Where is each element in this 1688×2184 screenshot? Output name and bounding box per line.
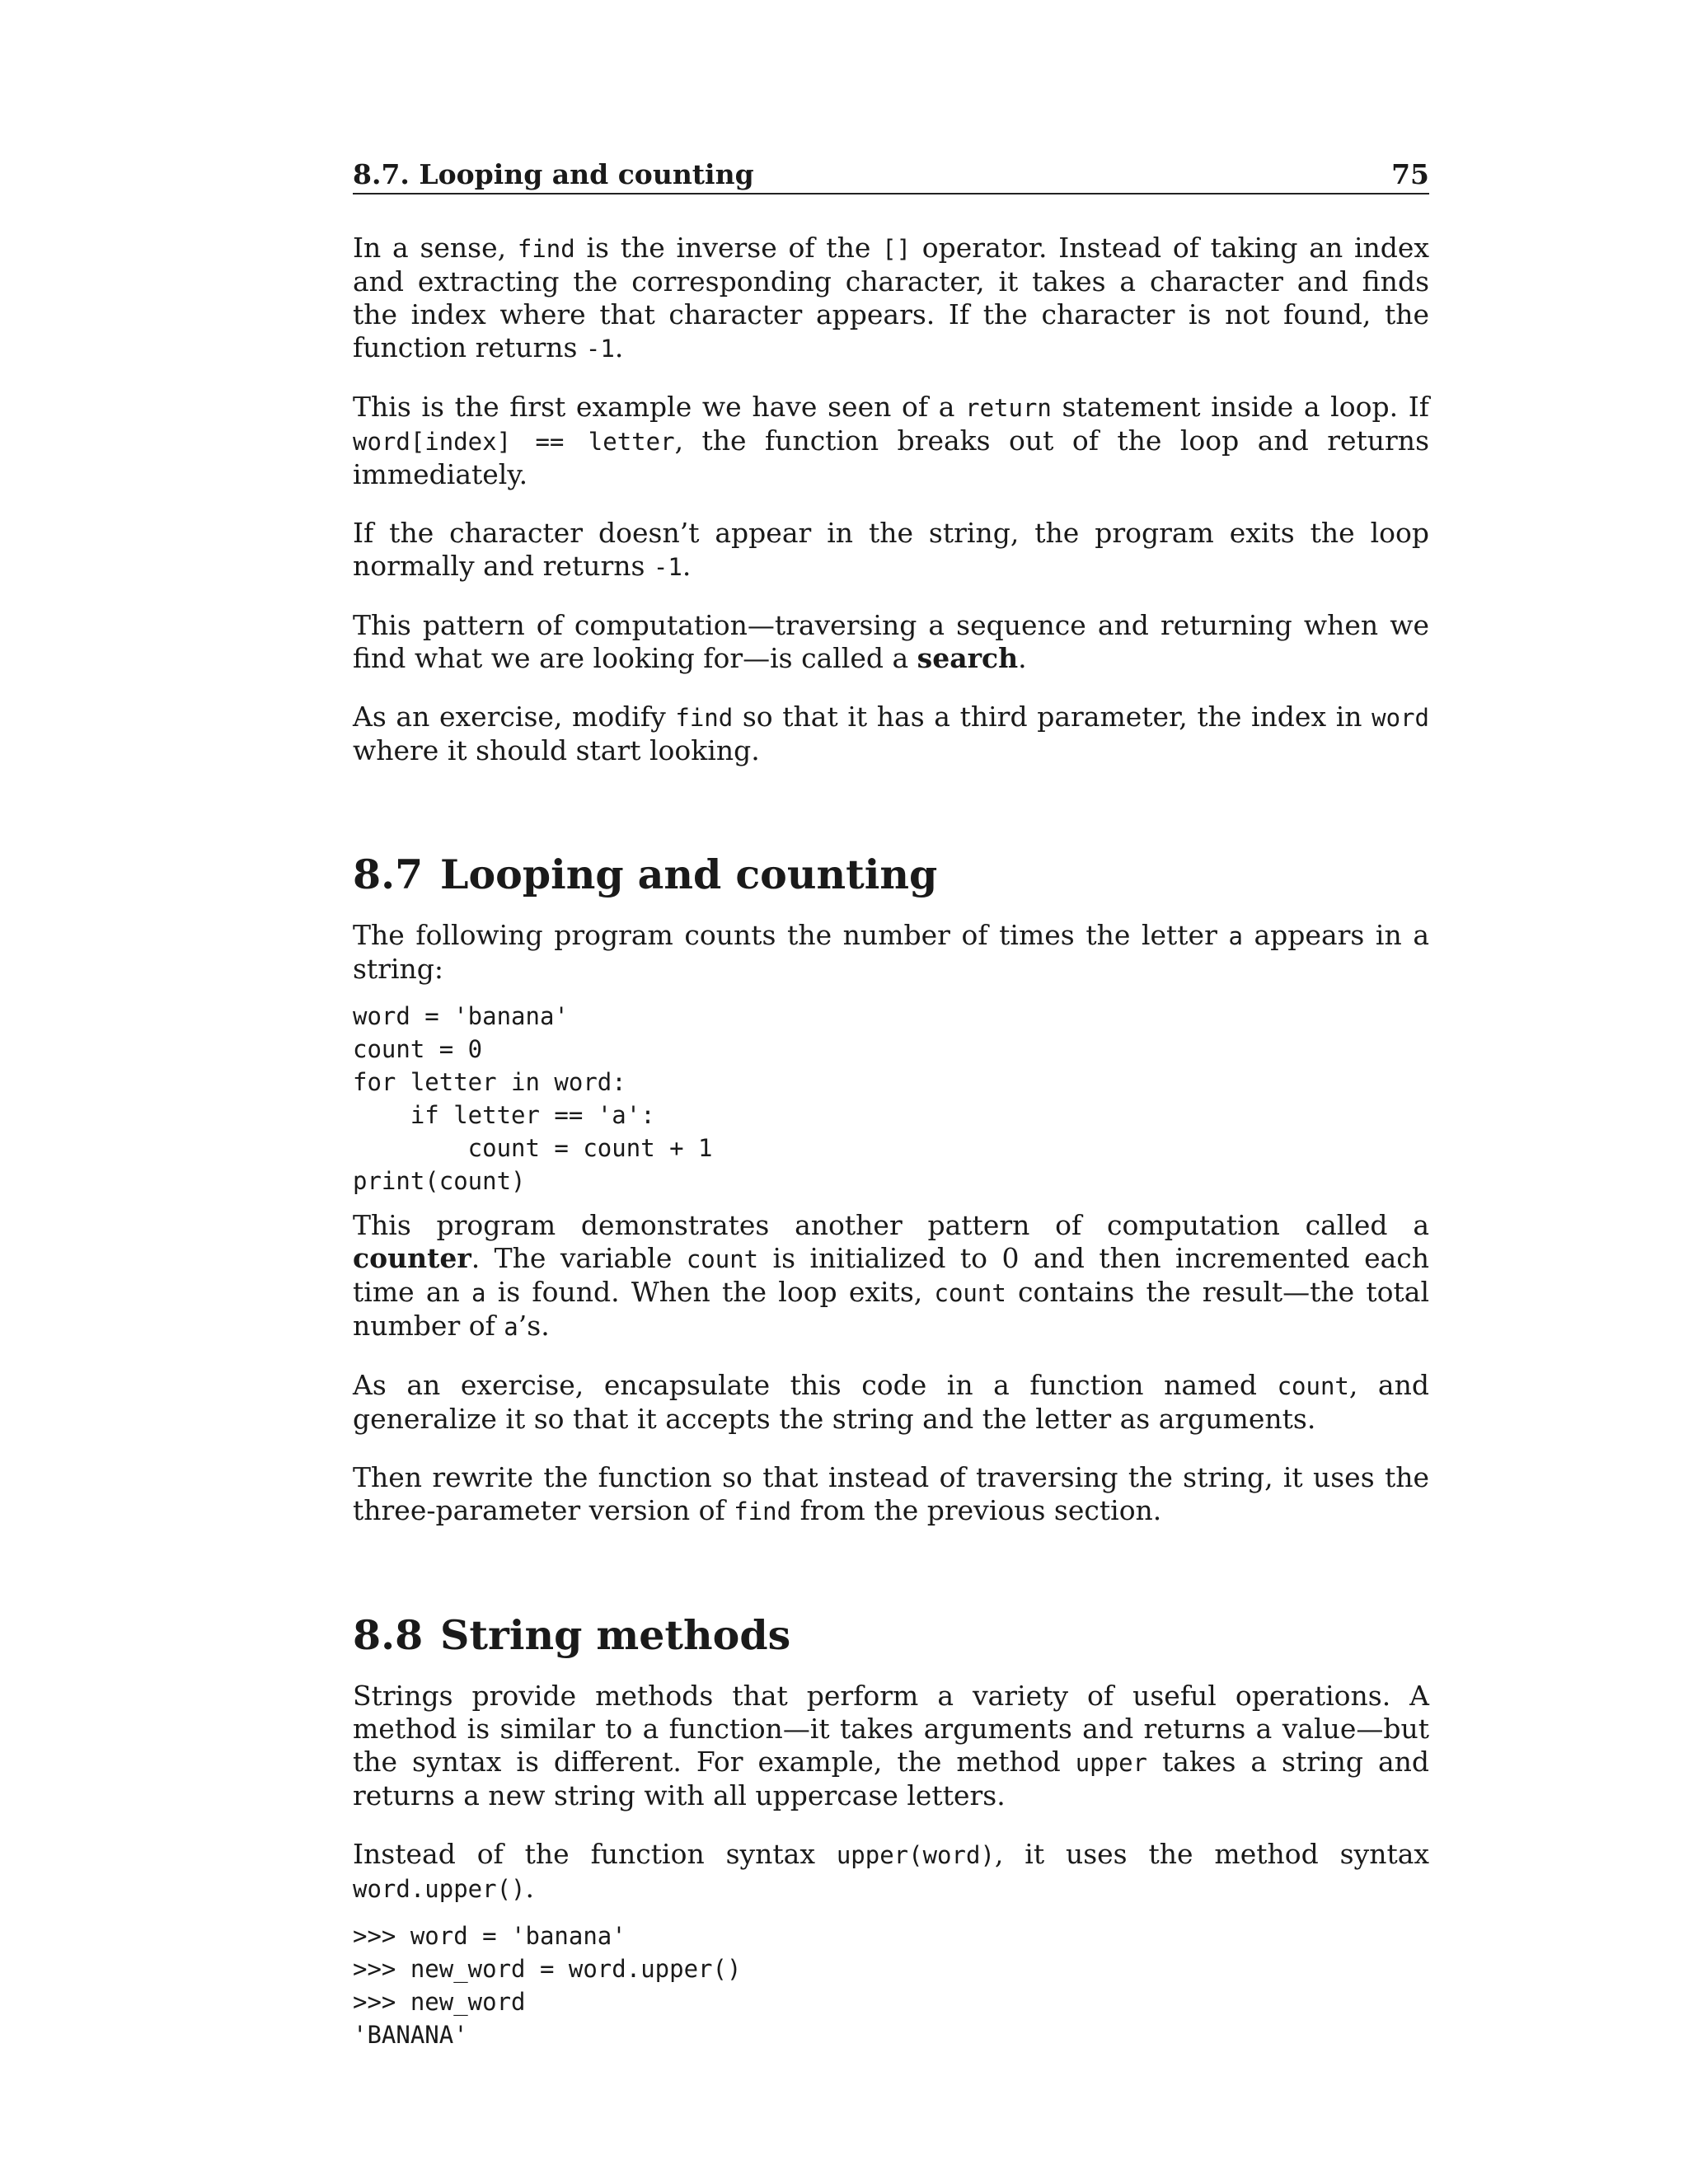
term-search: search [917,642,1019,674]
section-heading-8-7: 8.7 Looping and counting [353,851,938,898]
section-8-7-paragraph-1: The following program counts the number of times the letter a appears in a string: [353,919,1429,985]
book-page [353,157,1429,2051]
intro-paragraph-1: In a sense, find is the inverse of the [] operator. Instead of taking an index and extracting the corresponding character, it takes a character and finds the index where that character appears. If the character is not found, the function returns -1. [353,232,1430,363]
section-8-8-paragraph-1: Strings provide methods that perform a variety of useful operations. A method is similar to a function—it takes arguments and returns a value—but the syntax is different. For example, the method upper takes a string and returns a new string with all uppercase letters. [353,1680,1429,1811]
intro-paragraph-2: This is the first example we have seen of a return statement inside a loop. If word[index] == letter, the function breaks out of the loop and returns immediately. [353,391,1429,490]
section-8-8-paragraph-2: Instead of the function syntax upper(word), it uses the method syntax word.upper(). [353,1838,1429,1904]
running-head [353,157,1429,194]
term-counter: counter [353,1242,471,1274]
code-block-counter: word = 'banana' count = 0 for letter in word: if letter == 'a': count = count + 1 print(count) [353,1002,713,1195]
section-8-7-paragraph-2: This program demonstrates another pattern of computation called a counter. The variable count is initialized to 0 and then incremented each time an a is found. When the loop exits, count contains the result—the total number of a’s. [353,1209,1430,1342]
section-8-7-paragraph-3: As an exercise, encapsulate this code in a function named count, and generalize it so that it accepts the string and the letter as arguments. [353,1369,1429,1435]
intro-paragraph-3: If the character doesn’t appear in the string, the program exits the loop normally and returns -1. [353,517,1429,582]
code-block-upper: >>> word = 'banana' >>> new_word = word.upper() >>> new_word 'BANANA' [353,1922,742,2049]
section-heading-8-8: 8.8 String methods [353,1611,791,1659]
page-number: 75 [1391,158,1429,190]
section-8-7-paragraph-4: Then rewrite the function so that instead of traversing the string, it uses the three-parameter version of find from the previous section. [353,1461,1429,1526]
running-head-section: 8.7. Looping and counting [353,158,754,190]
intro-paragraph-4: This pattern of computation—traversing a sequence and returning when we find what we are looking for—is called a search. [353,609,1429,674]
intro-paragraph-5: As an exercise, modify find so that it has a third parameter, the index in word where it should start looking. [353,701,1429,766]
